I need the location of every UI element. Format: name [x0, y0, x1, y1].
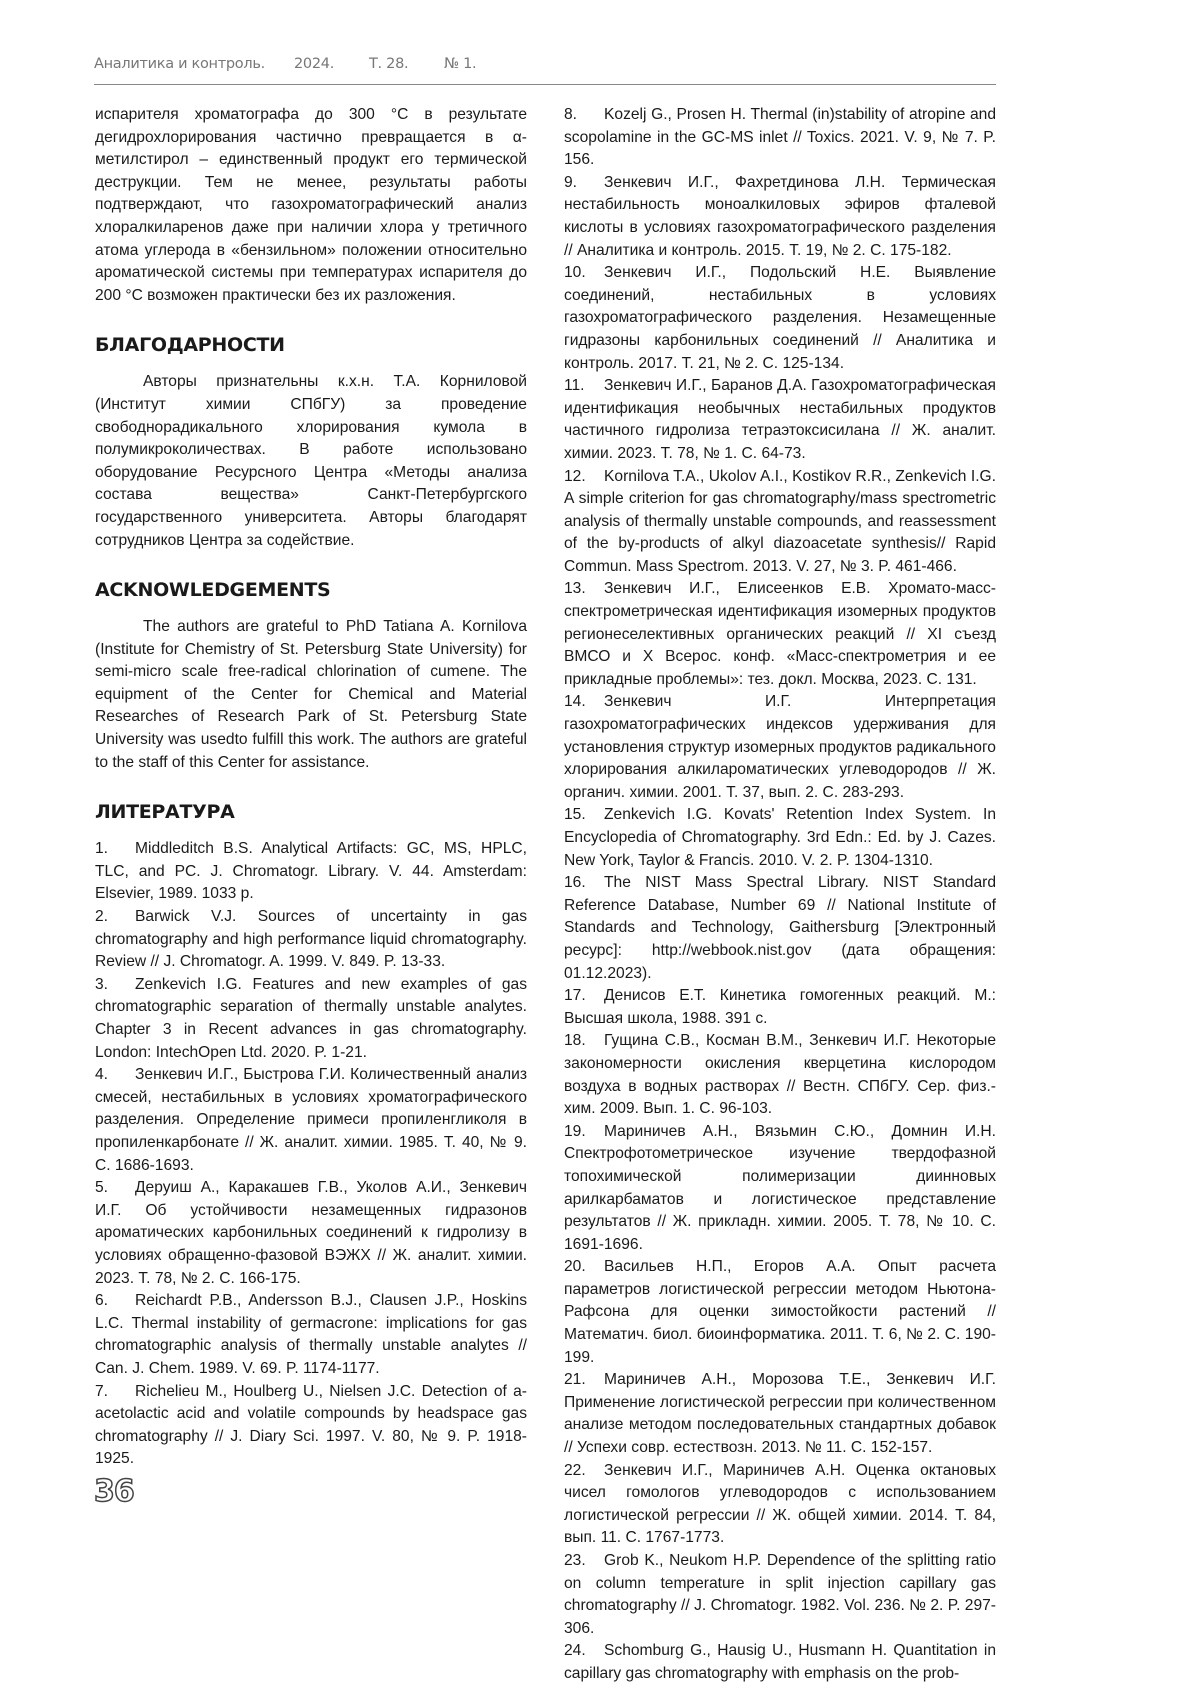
reference-text: Мариничев А.Н., Вязьмин С.Ю., Домнин И.Н. Спектрофотометрическое изучение твердофазной топохимической полимеризации диинновых арилкарбаматов и логистическое представление результатов // Ж. прикладн. химии. 2005. Т. 78, № 10. С. 1691-1696. — [564, 1123, 996, 1253]
reference-text: Zenkevich I.G. Features and new examples of gas chromatographic separation of thermally unstable analytes. Chapter 3 in Recent advances in gas chromatography. London: IntechOpen Ltd. 2020. P. 1-21. — [95, 976, 527, 1061]
reference-text: Гущина С.В., Косман В.М., Зенкевич И.Г. Некоторые закономерности окисления кверцетина кислородом воздуха в водных растворах // Вестн. СПбГУ. Сер. физ.-хим. 2009. Вып. 1. С. 96-103. — [564, 1032, 996, 1117]
reference-text: Grob K., Neukom H.P. Dependence of the splitting ratio on column temperature in split injection capillary gas chromatography // J. Chromatogr. 1982. Vol. 236. № 2. P. 297-306. — [564, 1552, 996, 1637]
reference-item — [564, 872, 996, 985]
reference-item — [564, 104, 996, 172]
reference-item — [95, 1290, 527, 1380]
reference-item — [564, 375, 996, 465]
reference-item — [564, 578, 996, 691]
journal-volume: Т. 28. — [369, 56, 408, 72]
reference-text: Зенкевич И.Г., Быстрова Г.И. Количественный анализ смесей, нестабильных в условиях хроматографического разделения. Определение примеси пропиленгликоля в пропиленкарбонате // Ж. аналит. химии. 1985. Т. 40, № 9. С. 1686-1693. — [95, 1066, 527, 1173]
reference-number: 20. — [564, 1256, 604, 1279]
reference-number: 10. — [564, 262, 604, 285]
reference-text: Зенкевич И.Г., Мариничев А.Н. Оценка октановых чисел гомологов углеводородов с использованием логистической регрессии // Ж. общей химии. 2014. Т. 84, вып. 11. С. 1767-1773. — [564, 1462, 996, 1547]
reference-item — [95, 906, 527, 974]
reference-item — [564, 1640, 996, 1685]
reference-item — [564, 1460, 996, 1550]
reference-text: Зенкевич И.Г., Елисеенков Е.В. Хромато-масс-спектрометрическая идентификация изомерных продуктов регионеселективных органических реакций // XI съезд ВМСО и X Всерос. конф. «Масс-спектрометрия и ее прикладные проблемы»: тез. докл. Москва, 2023. С. 131. — [564, 580, 996, 687]
reference-number: 7. — [95, 1381, 135, 1404]
reference-number: 13. — [564, 578, 604, 601]
reference-text: Деруиш А., Каракашев Г.В., Уколов А.И., Зенкевич И.Г. Об устойчивости незамещенных гидразонов ароматических карбонильных соединений к гидролизу в условиях обращенно-фазовой ВЭЖХ // Ж. аналит. химии. 2023. Т. 78, № 2. С. 166-175. — [95, 1179, 527, 1286]
reference-number: 16. — [564, 872, 604, 895]
acknowledgements-text: The authors are grateful to PhD Tatiana A. Kornilova (Institute for Chemistry of St. Petersburg State University) for semi-micro scale free-radical chlorination of cumene. The equipment of the Center for Chemical and Material Researches of Research Park of St. Petersburg State University was usedto fulfill this work. The authors are grateful to the staff of this Center for assistance. — [95, 616, 527, 774]
reference-number: 11. — [564, 375, 604, 398]
reference-number: 23. — [564, 1550, 604, 1573]
right-column — [564, 104, 996, 1686]
journal-issue: № 1. — [444, 56, 476, 72]
reference-number: 3. — [95, 974, 135, 997]
reference-item — [95, 838, 527, 906]
reference-item — [564, 262, 996, 375]
reference-item — [95, 974, 527, 1064]
reference-text: Barwick V.J. Sources of uncertainty in gas chromatography and high performance liquid chromatography. Review // J. Chromatogr. A. 1999. V. 849. P. 13-33. — [95, 908, 527, 970]
reference-number: 22. — [564, 1460, 604, 1483]
references-list-left — [95, 838, 527, 1471]
reference-text: Kornilova T.A., Ukolov A.I., Kostikov R.R., Zenkevich I.G. A simple criterion for gas chromatography/mass spectrometric analysis of thermally unstable compounds, and reassessment of the by-products of alkyl diazoacetate synthesis// Rapid Commun. Mass Spectrom. 2013. V. 27, № 3. P. 461-466. — [564, 468, 996, 575]
reference-item — [564, 1121, 996, 1257]
reference-text: The NIST Mass Spectral Library. NIST Standard Reference Database, Number 69 // National Institute of Standards and Technology, Gaithersburg [Электронный ресурс]: http://webbook.nist.gov (дата обращения: 01.12.2023). — [564, 874, 996, 981]
intro-paragraph: испарителя хроматографа до 300 °С в результате дегидрохлорирования частично превращается в α-метилстирол – единственный продукт его термической деструкции. Тем не менее, результаты работы подтверждают, что газохроматографический анализ хлоралкиларенов даже при наличии хлора у третичного атома углерода в «бензильном» положении относительно ароматической системы при температурах испарителя до 200 °С возможен практически без их разложения. — [95, 104, 527, 307]
thanks-heading: БЛАГОДАРНОСТИ — [95, 333, 527, 357]
reference-text: Middleditch B.S. Analytical Artifacts: GC, MS, HPLC, TLC, and PC. J. Chromatogr. Library. V. 44. Amsterdam: Elsevier, 1989. 1033 p. — [95, 840, 527, 902]
reference-item — [95, 1177, 527, 1290]
reference-number: 8. — [564, 104, 604, 127]
reference-number: 6. — [95, 1290, 135, 1313]
reference-text: Schomburg G., Hausig U., Husmann H. Quantitation in capillary gas chromatography with emphasis on the prob- — [564, 1642, 996, 1682]
reference-item — [564, 985, 996, 1030]
page-number: 36 — [94, 1474, 134, 1509]
reference-text: Зенкевич И.Г., Фахретдинова Л.Н. Термическая нестабильность моноалкиловых эфиров фталевой кислоты в условиях газохроматографического разделения // Аналитика и контроль. 2015. Т. 19, № 2. С. 175-182. — [564, 174, 996, 259]
journal-name: Аналитика и контроль. — [94, 56, 265, 72]
reference-number: 19. — [564, 1121, 604, 1144]
reference-number: 18. — [564, 1030, 604, 1053]
reference-item — [564, 691, 996, 804]
reference-item — [564, 1256, 996, 1369]
reference-number: 2. — [95, 906, 135, 929]
journal-year: 2024. — [294, 56, 334, 72]
reference-number: 12. — [564, 466, 604, 489]
reference-number: 15. — [564, 804, 604, 827]
reference-item — [564, 1030, 996, 1120]
references-list-right — [564, 104, 996, 1686]
reference-item — [564, 804, 996, 872]
running-header — [94, 54, 996, 85]
reference-text: Мариничев А.Н., Морозова Т.Е., Зенкевич И.Г. Применение логистической регрессии при количественном анализе методом последовательных стандартных добавок // Успехи совр. естествозн. 2013. № 11. С. 152-157. — [564, 1371, 996, 1456]
reference-item — [564, 1369, 996, 1459]
reference-text: Васильев Н.П., Егоров А.А. Опыт расчета параметров логистической регрессии методом Ньютона-Рафсона для оценки зимостойкости растений // Математич. биол. биоинформатика. 2011. Т. 6, № 2. С. 190-199. — [564, 1258, 996, 1365]
left-column — [95, 104, 527, 1471]
reference-number: 14. — [564, 691, 604, 714]
acknowledgements-heading: ACKNOWLEDGEMENTS — [95, 578, 527, 602]
reference-number: 4. — [95, 1064, 135, 1087]
thanks-text: Авторы признательны к.х.н. Т.А. Корниловой (Институт химии СПбГУ) за проведение свободнорадикального хлорирования кумола в полумикроколичествах. В работе использовано оборудование Ресурсного Центра «Методы анализа состава вещества» Санкт-Петербургского государственного университета. Авторы благодарят сотрудников Центра за содействие. — [95, 371, 527, 552]
reference-number: 9. — [564, 172, 604, 195]
reference-text: Reichardt P.B., Andersson B.J., Clausen J.P., Hoskins L.C. Thermal instability of germacrone: implications for gas chromatographic analysis of thermally unstable analytes // Can. J. Chem. 1989. V. 69. P. 1174-1177. — [95, 1292, 527, 1377]
reference-item — [564, 1550, 996, 1640]
reference-number: 17. — [564, 985, 604, 1008]
reference-item — [95, 1064, 527, 1177]
reference-text: Zenkevich I.G. Kovats' Retention Index System. In Encyclopedia of Chromatography. 3rd Edn.: Ed. by J. Cazes. New York, Taylor & Francis. 2010. V. 2. P. 1304-1310. — [564, 806, 996, 868]
reference-item — [564, 172, 996, 262]
reference-text: Зенкевич И.Г., Подольский Н.Е. Выявление соединений, нестабильных в условиях газохроматографического разделения. Незамещенные гидразоны карбонильных соединений // Аналитика и контроль. 2017. Т. 21, № 2. С. 125-134. — [564, 264, 996, 371]
reference-text: Зенкевич И.Г. Интерпретация газохроматографических индексов удерживания для установления структур изомерных продуктов радикального хлорирования алкилароматических углеводородов // Ж. органич. химии. 2001. Т. 37, вып. 2. С. 283-293. — [564, 693, 996, 800]
reference-number: 1. — [95, 838, 135, 861]
reference-text: Kozelj G., Prosen H. Thermal (in)stability of atropine and scopolamine in the GC-MS inlet // Toxics. 2021. V. 9, № 7. P. 156. — [564, 106, 996, 168]
reference-number: 21. — [564, 1369, 604, 1392]
reference-text: Денисов Е.Т. Кинетика гомогенных реакций. М.: Высшая школа, 1988. 391 с. — [564, 987, 996, 1027]
reference-item — [564, 466, 996, 579]
reference-item — [95, 1381, 527, 1471]
reference-number: 24. — [564, 1640, 604, 1663]
reference-number: 5. — [95, 1177, 135, 1200]
reference-text: Зенкевич И.Г., Баранов Д.А. Газохроматографическая идентификация необычных нестабильных продуктов частичного гидролиза тетраэтоксисилана // Ж. аналит. химии. 2023. Т. 78, № 1. С. 64-73. — [564, 377, 996, 462]
references-heading: ЛИТЕРАТУРА — [95, 800, 527, 824]
reference-text: Richelieu M., Houlberg U., Nielsen J.C. Detection of a-acetolactic acid and volatile compounds by headspace gas chromatography // J. Diary Sci. 1997. V. 80, № 9. P. 1918-1925. — [95, 1383, 527, 1468]
